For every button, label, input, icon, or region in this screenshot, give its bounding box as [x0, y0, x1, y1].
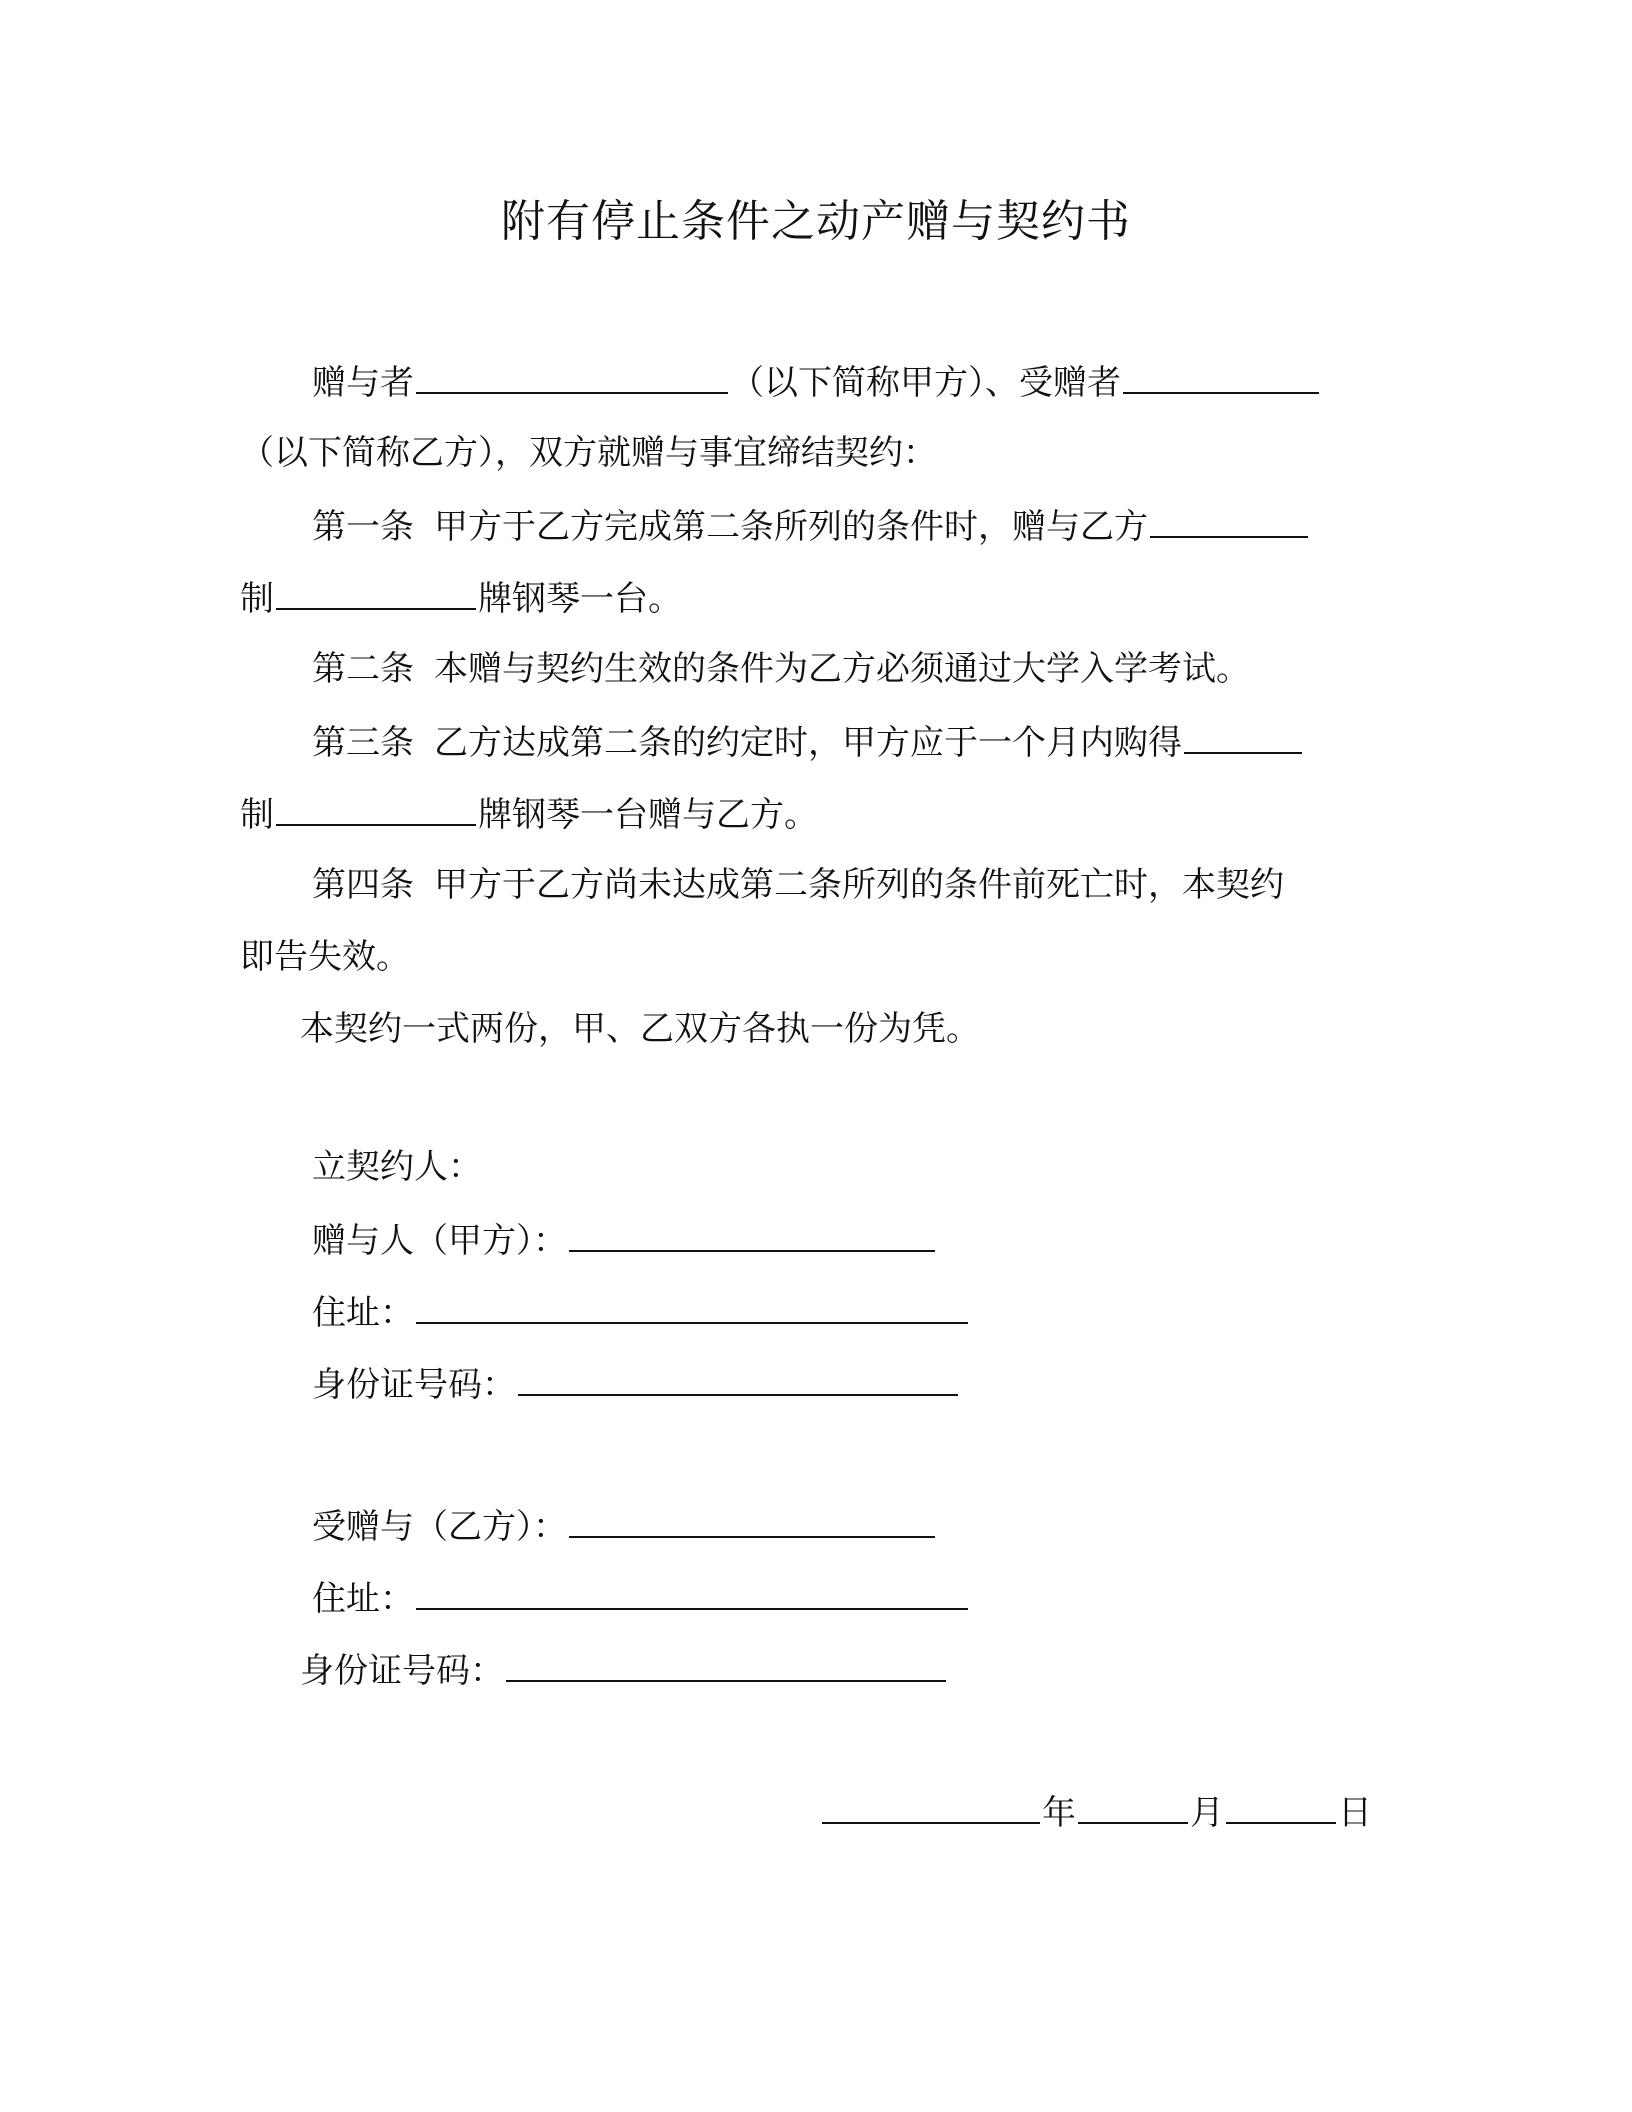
article-3-suffix: 牌钢琴一台赠与乙方。 — [478, 795, 818, 835]
recipient-address-label: 住址： — [312, 1579, 414, 1619]
recipient-address-line — [312, 1572, 970, 1624]
day-label: 日 — [1338, 1793, 1372, 1833]
recipient-id-field[interactable] — [506, 1644, 946, 1682]
donor-signature-field[interactable] — [569, 1214, 935, 1252]
article-4-number: 第四条 — [312, 865, 414, 905]
article-2-number: 第二条 — [312, 649, 414, 689]
donor-address-line — [312, 1286, 970, 1338]
month-field[interactable] — [1078, 1786, 1188, 1824]
article-2-text: 本赠与契约生效的条件为乙方必须通过大学入学考试。 — [434, 649, 1250, 689]
closing-text: 本契约一式两份，甲、乙双方各执一份为凭。 — [300, 1009, 980, 1049]
article-3-brand-country-blank[interactable] — [1184, 716, 1302, 754]
recipient-name-line — [312, 1500, 937, 1552]
article-3-number: 第三条 — [312, 723, 414, 763]
year-field[interactable] — [822, 1786, 1040, 1824]
article-4-text: 甲方于乙方尚未达成第二条所列的条件前死亡时，本契约 — [434, 865, 1284, 905]
recipient-signature-field[interactable] — [569, 1500, 935, 1538]
recipient-address-field[interactable] — [416, 1572, 968, 1610]
article-1-number: 第一条 — [312, 507, 414, 547]
article-2-line-1 — [312, 644, 1250, 694]
date-line — [820, 1786, 1372, 1838]
recipient-id-line — [300, 1644, 948, 1696]
donor-id-label: 身份证号码： — [312, 1365, 516, 1405]
donor-name-label: 赠与人（甲方）： — [312, 1221, 567, 1261]
closing-line — [300, 1004, 980, 1054]
article-3-prefix: 制 — [240, 795, 274, 835]
donor-name-line — [312, 1214, 937, 1266]
recipient-name-label: 受赠与（乙方）： — [312, 1507, 567, 1547]
article-1-line-1 — [312, 500, 1310, 552]
donor-id-line — [312, 1358, 960, 1410]
article-4-line-2 — [240, 932, 410, 982]
article-1-brand-country-blank[interactable] — [1150, 500, 1308, 538]
month-label: 月 — [1190, 1793, 1224, 1833]
intro-line-1 — [312, 356, 1321, 408]
article-4-line-1 — [312, 860, 1284, 910]
intro-line-2 — [240, 428, 937, 478]
recipient-abbr-text: （以下简称乙方），双方就赠与事宜缔结契约： — [240, 433, 937, 473]
donor-name-blank[interactable] — [416, 356, 728, 394]
donor-address-field[interactable] — [416, 1286, 968, 1324]
donor-address-label: 住址： — [312, 1293, 414, 1333]
recipient-name-blank[interactable] — [1123, 356, 1319, 394]
article-1-prefix: 制 — [240, 579, 274, 619]
signatories-heading-text: 立契约人： — [312, 1147, 482, 1187]
article-1-line-2 — [240, 572, 682, 624]
article-1-brand-blank[interactable] — [276, 572, 476, 610]
recipient-id-label: 身份证号码： — [300, 1651, 504, 1691]
article-1-suffix: 牌钢琴一台。 — [478, 579, 682, 619]
document-title: 附有停止条件之动产赠与契约书 — [501, 196, 1131, 247]
year-label: 年 — [1042, 1793, 1076, 1833]
day-field[interactable] — [1226, 1786, 1336, 1824]
article-3-text: 乙方达成第二条的约定时，甲方应于一个月内购得 — [434, 723, 1182, 763]
article-3-line-1 — [312, 716, 1304, 768]
donor-label: 赠与者 — [312, 363, 414, 403]
donor-abbr-text: （以下简称甲方）、受赠者 — [730, 363, 1121, 403]
article-3-line-2 — [240, 788, 818, 840]
article-1-text: 甲方于乙方完成第二条所列的条件时，赠与乙方 — [434, 507, 1148, 547]
article-3-brand-blank[interactable] — [276, 788, 476, 826]
donor-id-field[interactable] — [518, 1358, 958, 1396]
article-4-text-continued: 即告失效。 — [240, 937, 410, 977]
signatories-heading — [312, 1142, 482, 1192]
